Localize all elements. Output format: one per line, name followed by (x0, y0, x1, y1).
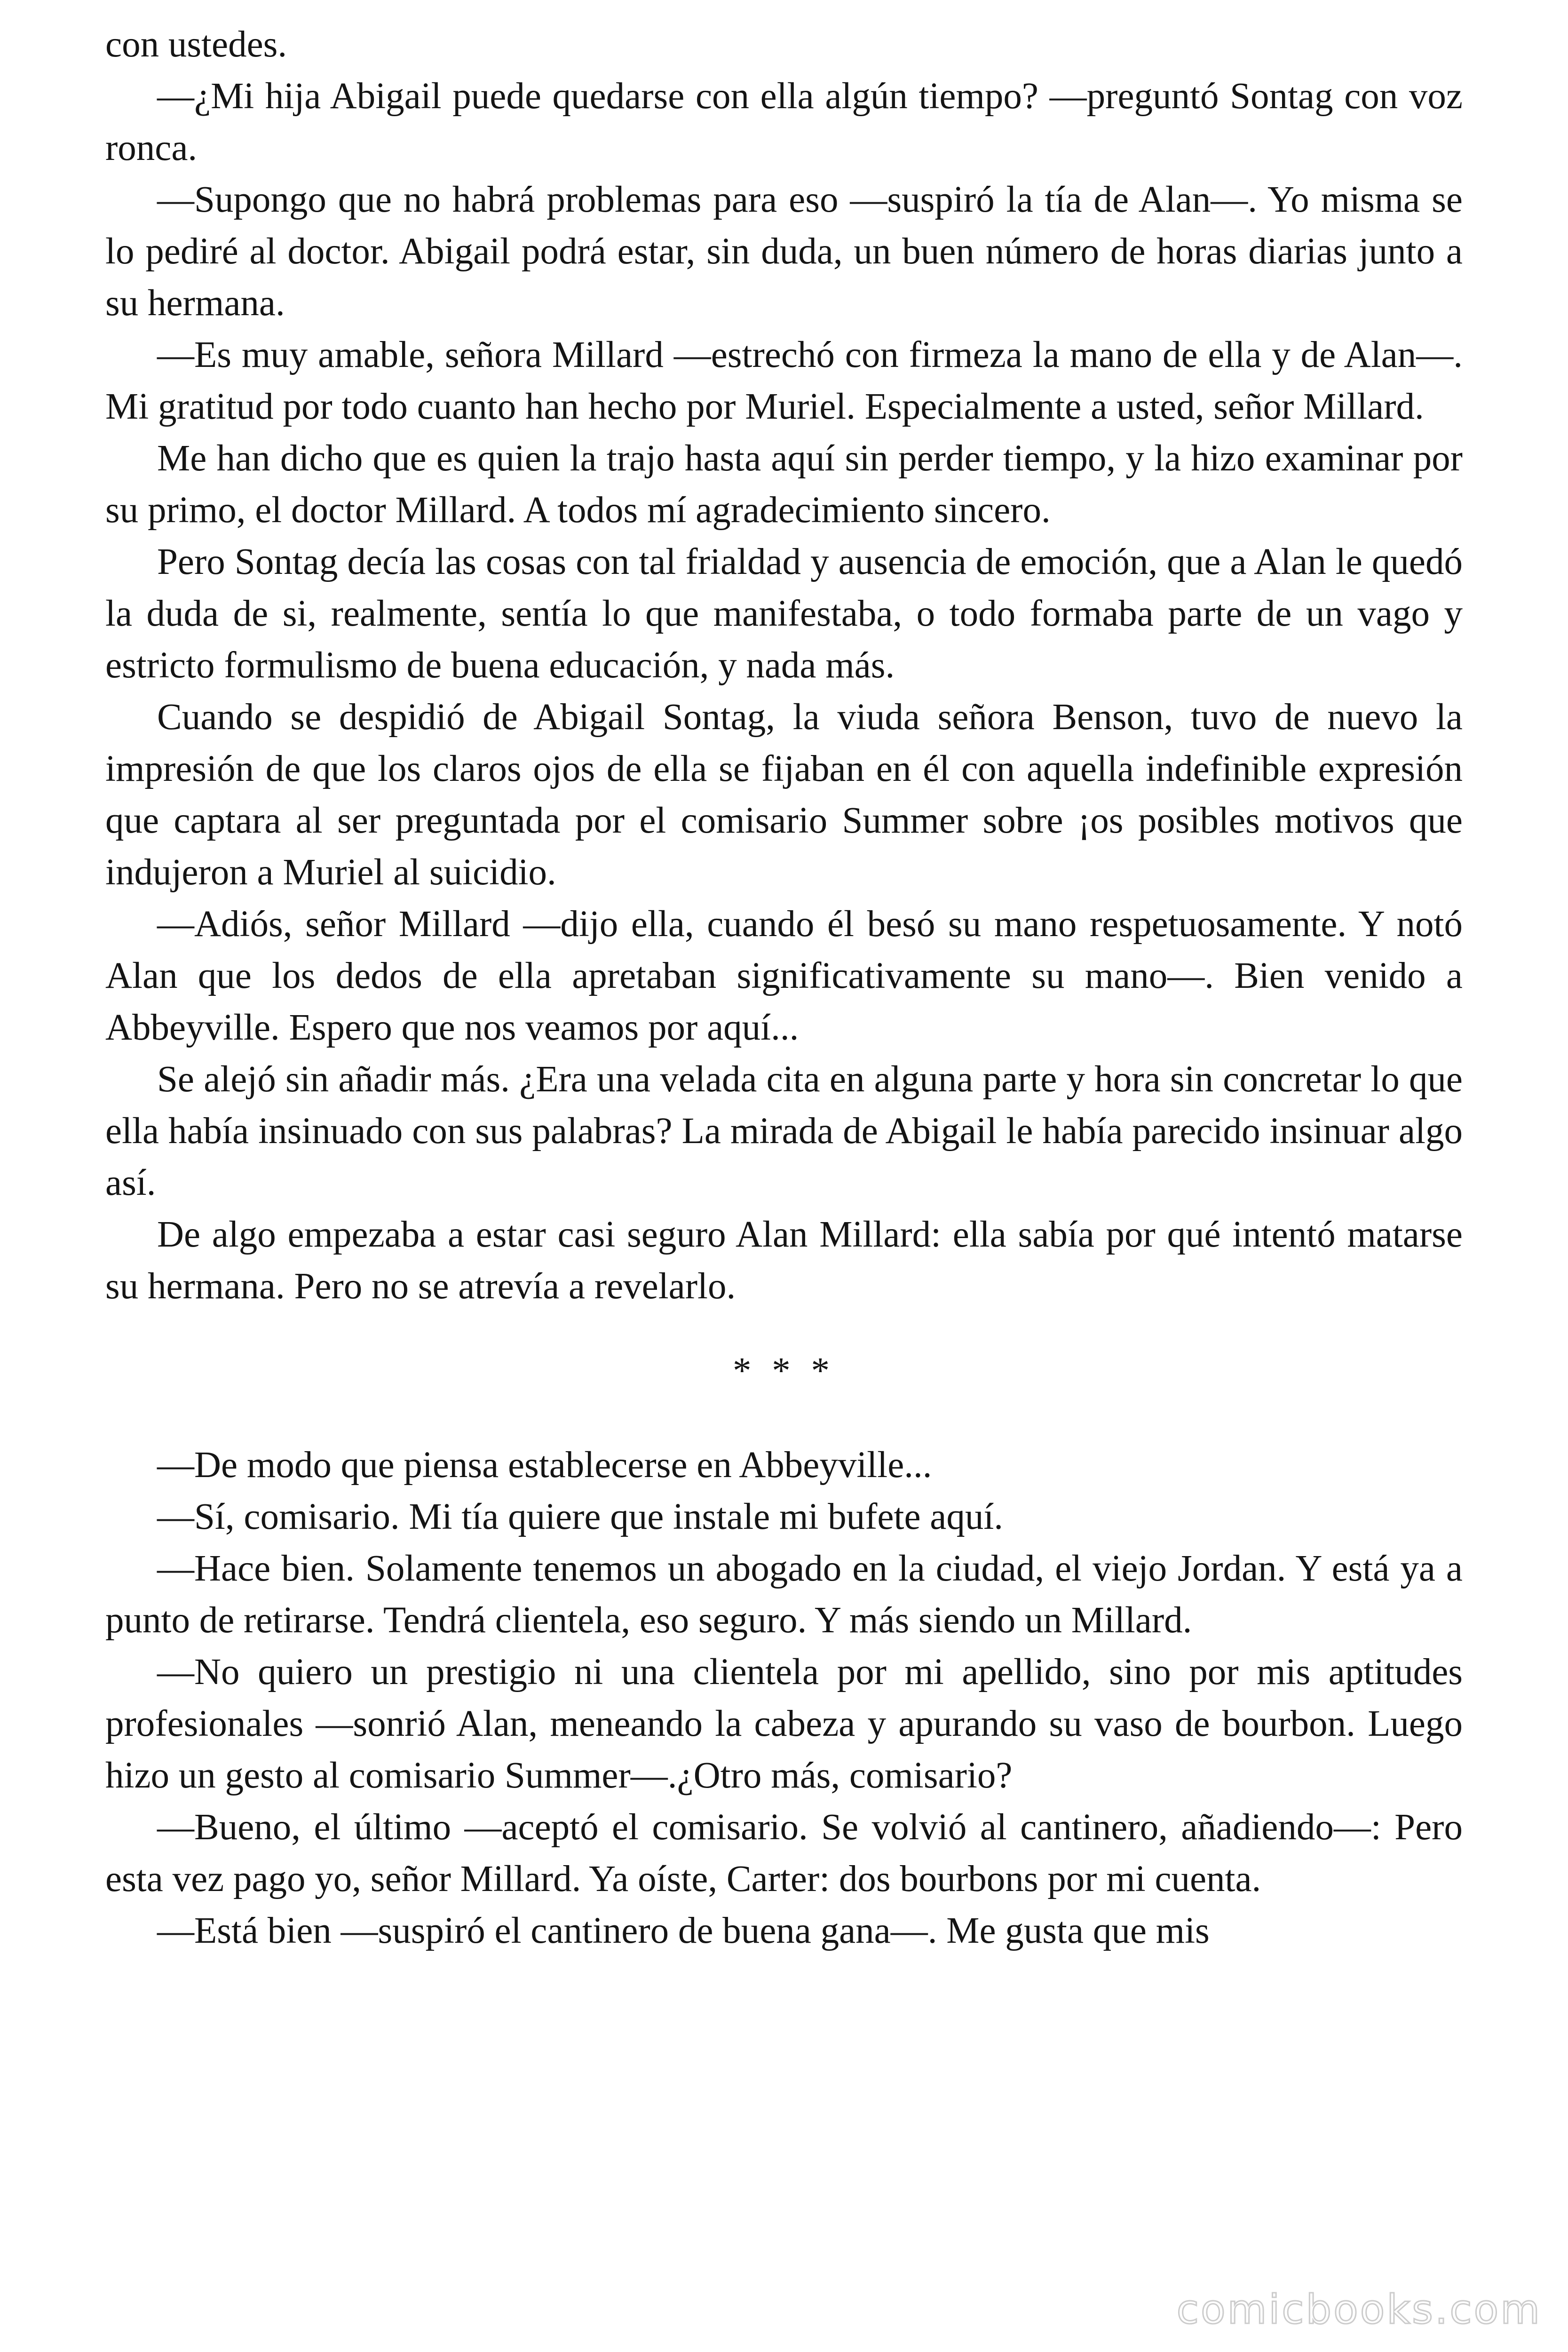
paragraph: —Adiós, señor Millard —dijo ella, cuando él besó su mano respetuosamente. Y notó Alan que los dedos de ella apretaban significativamente su mano—. Bien venido a Abbeyville. Espero que nos veamos por aquí... (105, 904, 1463, 1048)
paragraph: —Sí, comisario. Mi tía quiere que instale mi bufete aquí. (157, 1496, 1004, 1537)
paragraph: De algo empezaba a estar casi seguro Alan Millard: ella sabía por qué intentó matarse su hermana. Pero no se atrevía a revelarlo. (105, 1214, 1463, 1307)
paragraph: —Bueno, el último —aceptó el comisario. Se volvió al cantinero, añadiendo—: Pero esta vez pago yo, señor Millard. Ya oíste, Carter: dos bourbons por mi cuenta. (105, 1807, 1463, 1899)
section-separator: * * * (733, 1351, 835, 1391)
paragraph: —Es muy amable, señora Millard —estrechó con firmeza la mano de ella y de Alan—. Mi gratitud por todo cuanto han hecho por Muriel. Especialmente a usted, señor Millard. (105, 334, 1463, 427)
paragraph: —De modo que piensa establecerse en Abbeyville... (157, 1445, 932, 1486)
paragraph: Pero Sontag decía las cosas con tal frialdad y ausencia de emoción, que a Alan le quedó la duda de si, realmente, sentía lo que manifestaba, o todo formaba parte de un vago y estricto formulismo de buena educación, y nada más. (105, 541, 1463, 686)
paragraph: Me han dicho que es quien la trajo hasta aquí sin perder tiempo, y la hizo examinar por su primo, el doctor Millard. A todos mí agradecimiento sincero. (105, 438, 1463, 531)
paragraph: —Está bien —suspiró el cantinero de buena gana—. Me gusta que mis (157, 1910, 1210, 1951)
book-page (105, 19, 1463, 1957)
paragraph: —¿Mi hija Abigail puede quedarse con ella algún tiempo? —preguntó Sontag con voz ronca. (105, 76, 1463, 168)
paragraph: con ustedes. (105, 24, 287, 65)
paragraph: —No quiero un prestigio ni una clientela por mi apellido, sino por mis aptitudes profesionales —sonrió Alan, meneando la cabeza y apurando su vaso de bourbon. Luego hizo un gesto al comisario Summer—.¿Otro más, comisario? (105, 1652, 1463, 1796)
paragraph: Se alejó sin añadir más. ¿Era una velada cita en alguna parte y hora sin concretar lo que ella había insinuado con sus palabras? La mirada de Abigail le había parecido insinuar algo así. (105, 1059, 1463, 1203)
watermark: comicbooks.com (1176, 2286, 1542, 2333)
paragraph: —Hace bien. Solamente tenemos un abogado en la ciudad, el viejo Jordan. Y está ya a punto de retirarse. Tendrá clientela, eso seguro. Y más siendo un Millard. (105, 1548, 1463, 1641)
paragraph: Cuando se despidió de Abigail Sontag, la viuda señora Benson, tuvo de nuevo la impresión de que los claros ojos de ella se fijaban en él con aquella indefinible expresión que captara al ser preguntada por el comisario Summer sobre ¡os posibles motivos que indujeron a Muriel al suicidio. (105, 697, 1463, 893)
paragraph: —Supongo que no habrá problemas para eso —suspiró la tía de Alan—. Yo misma se lo pediré al doctor. Abigail podrá estar, sin duda, un buen número de horas diarias junto a su hermana. (105, 179, 1463, 324)
